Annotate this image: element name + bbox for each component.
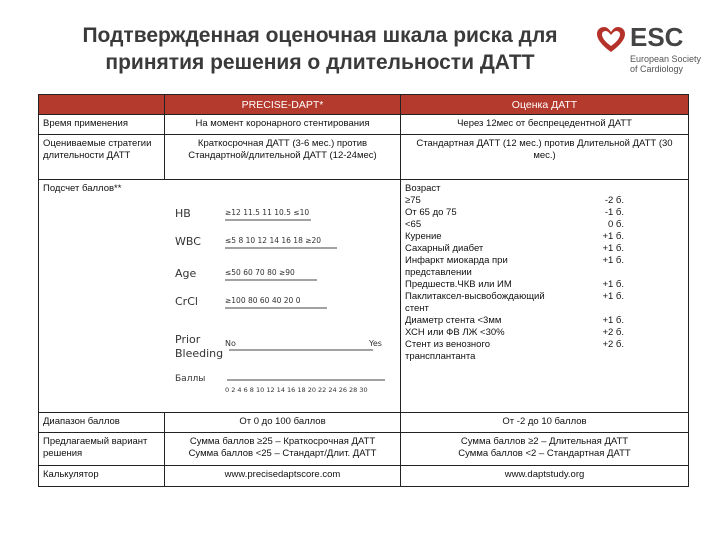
header-precise-dapt: PRECISE-DAPT* (165, 95, 401, 115)
logo-text: ESC (630, 22, 684, 52)
table-row (39, 413, 689, 433)
nomogram-figure (39, 198, 401, 412)
table-row (39, 135, 689, 180)
risk-factor-points: -1 б. (604, 207, 624, 218)
table-row (39, 433, 689, 466)
risk-factor-item (405, 255, 684, 279)
risk-factor-label: Предшеств.ЧКВ или ИМ (405, 279, 512, 290)
row-label-decision: Предлагаемый вариант решения (39, 433, 165, 466)
risk-factor-label: Сахарный диабет (405, 243, 484, 254)
risk-factor-item (405, 279, 684, 291)
risk-factor-item (405, 207, 684, 219)
nomogram-points-ticks: 0 2 4 6 8 10 12 14 16 18 20 22 24 26 28 30 (225, 386, 368, 394)
logo-subtitle (630, 54, 701, 74)
nomogram-wbc-label: WBC (175, 235, 201, 248)
risk-factor-item (405, 195, 684, 207)
decision-dapt-line-2: Сумма баллов <2 – Стандартная ДАТТ (458, 448, 631, 459)
risk-factor-points: +1 б. (602, 231, 624, 242)
risk-factor-points: +1 б. (602, 243, 624, 254)
risk-factor-label: Паклитаксел-высвобождающий стент (405, 291, 545, 314)
risk-factor-label: Курение (405, 231, 442, 242)
nomogram-age-ticks: ≤50 60 70 80 ≥90 (225, 268, 295, 277)
risk-factor-label: От 65 до 75 (405, 207, 457, 218)
row-label-strategies: Оцениваемые стратегии длительности ДАТТ (39, 135, 165, 180)
nomogram-prior-label: Prior (175, 333, 201, 346)
scoring-cell (39, 180, 401, 413)
nomogram-yes: Yes (369, 339, 382, 348)
range-precise: От 0 до 100 баллов (165, 413, 401, 433)
table-row (39, 466, 689, 487)
risk-factor-item (405, 291, 684, 315)
risk-factor-points: +1 б. (602, 255, 624, 266)
calculator-precise-link[interactable]: www.precisedaptscore.com (165, 466, 401, 487)
risk-factor-points: 0 б. (607, 219, 624, 230)
risk-factor-item (405, 315, 684, 327)
risk-factor-label: ≥75 (405, 195, 421, 206)
risk-factor-label: Диаметр стента <3мм (405, 315, 502, 326)
table-row (39, 180, 689, 413)
row-label-calculator: Калькулятор (39, 466, 165, 487)
nomogram-points-label: Баллы (175, 374, 206, 384)
risk-factor-item (405, 231, 684, 243)
time-dapt: Через 12мес от беспрецедентной ДАТТ (401, 115, 689, 135)
row-label-time: Время применения (39, 115, 165, 135)
title-line-1: Подтвержденная оценочная шкала риска для (82, 24, 558, 47)
precise-nomogram (39, 198, 400, 412)
range-dapt: От -2 до 10 баллов (401, 413, 689, 433)
risk-factor-label: <65 (405, 219, 422, 230)
comparison-table (38, 94, 689, 487)
risk-factor-label: Стент из венозного трансплантанта (405, 339, 490, 362)
risk-factor-points (554, 183, 684, 195)
risk-factor-label: ХСН или ФВ ЛЖ <30% (405, 327, 505, 338)
risk-factor-item (405, 219, 684, 231)
risk-factor-label: Возраст (405, 183, 441, 194)
header-dapt-score: Оценка ДАТТ (401, 95, 689, 115)
logo-subtitle-line-1: European Society (630, 54, 702, 64)
nomogram-bleeding-label: Bleeding (175, 347, 224, 360)
time-precise: На момент коронарного стентирования (165, 115, 401, 135)
logo-subtitle-line-2: of Cardiology (630, 64, 684, 74)
table-row (39, 115, 689, 135)
table-header-row (39, 95, 689, 115)
heart-icon (596, 26, 626, 54)
risk-factor-item (405, 339, 684, 363)
risk-factor-item (405, 327, 684, 339)
row-label-scoring: Подсчет баллов** (43, 183, 122, 194)
risk-factor-points: +1 б. (602, 279, 624, 290)
risk-factor-label: Инфаркт миокарда при представлении (405, 255, 508, 278)
risk-factor-points: -2 б. (604, 195, 624, 206)
page-title (40, 22, 600, 76)
risk-factor-points: +2 б. (602, 339, 624, 350)
nomogram-no: No (225, 339, 236, 348)
decision-precise (165, 433, 401, 466)
risk-factor-item (405, 183, 684, 195)
calculator-dapt-link[interactable]: www.daptstudy.org (401, 466, 689, 487)
row-label-range: Диапазон баллов (39, 413, 165, 433)
nomogram-age-label: Age (175, 267, 197, 280)
decision-dapt-line-1: Сумма баллов ≥2 – Длительная ДАТТ (460, 436, 629, 447)
nomogram-hb-ticks: ≥12 11.5 11 10.5 ≤10 (225, 208, 310, 217)
risk-factor-points: +2 б. (602, 327, 624, 338)
risk-factor-points: +1 б. (602, 291, 624, 302)
strategies-dapt: Стандартная ДАТТ (12 мес.) против Длительной ДАТТ (30 мес.) (401, 135, 689, 180)
nomogram-crcl-label: CrCl (175, 295, 198, 308)
decision-dapt (401, 433, 689, 466)
decision-precise-line-2: Сумма баллов <25 – Стандарт/Длит. ДАТТ (188, 448, 377, 459)
strategies-precise: Краткосрочная ДАТТ (3-6 мес.) против Стандартной/длительной ДАТТ (12-24мес) (165, 135, 401, 180)
decision-precise-line-1: Сумма баллов ≥25 – Краткосрочная ДАТТ (189, 436, 376, 447)
header-empty-cell (39, 95, 165, 115)
nomogram-crcl-ticks: ≥100 80 60 40 20 0 (225, 296, 301, 305)
nomogram-hb-label: HB (175, 207, 191, 220)
title-line-2: принятия решения о длительности ДАТТ (105, 51, 535, 74)
esc-logo (596, 24, 716, 84)
risk-factor-list (405, 183, 684, 363)
dapt-risk-cell (401, 180, 689, 413)
risk-factor-points: +1 б. (602, 315, 624, 326)
risk-factor-item (405, 243, 684, 255)
nomogram-wbc-ticks: ≤5 8 10 12 14 16 18 ≥20 (225, 236, 322, 245)
